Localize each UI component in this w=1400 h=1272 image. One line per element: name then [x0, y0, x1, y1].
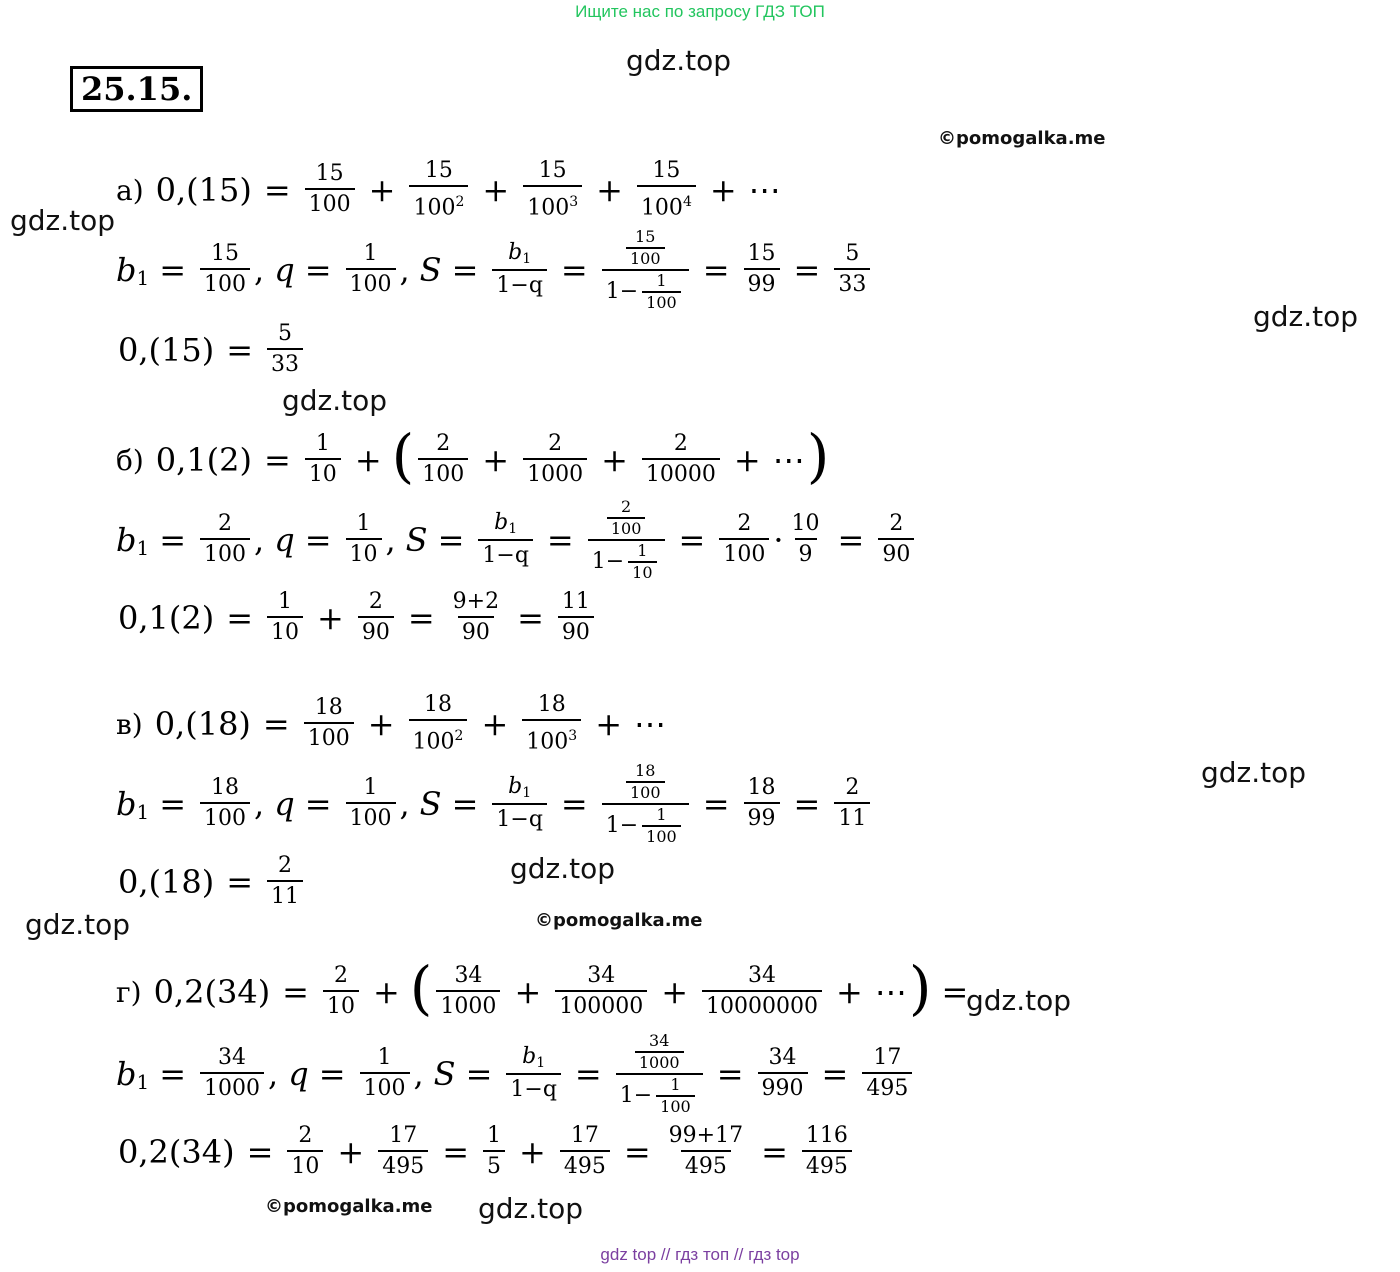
part-a-answer: 0,(15) = $\frac{5}{33}$: [116, 310, 307, 390]
problem-number: 25.15.: [70, 66, 203, 112]
fraction: $\frac{18}{99}$: [744, 774, 780, 834]
fraction: $\frac{2}{100}$: [719, 510, 769, 570]
fraction: $\frac{18}{100^2}$: [409, 691, 468, 757]
plus-sign: +: [482, 171, 510, 209]
plus-sign: +: [709, 171, 737, 209]
watermark: gdz.top: [478, 1192, 584, 1225]
fraction: $\frac{5}{33}$: [834, 240, 870, 300]
fraction: $\frac{b1}{1-q}$: [478, 509, 533, 571]
watermark: gdz.top: [1253, 300, 1359, 333]
fraction: $\frac{18}{100^3}$: [522, 691, 581, 757]
fraction: $\frac{116}{495}$: [802, 1122, 852, 1182]
fraction: $\frac{2}{1000}$: [523, 430, 587, 490]
fraction: $\frac{1}{5}$: [483, 1122, 505, 1182]
fraction: $\frac{2}{10000}$: [642, 430, 720, 490]
fraction: $\frac{18}{100}$: [200, 774, 250, 834]
fraction: $\frac{17}{495}$: [378, 1122, 428, 1182]
fraction: $\frac{1}{100}$: [346, 774, 396, 834]
fraction: $\frac{15}{100^3}$: [523, 157, 582, 223]
part-c-solution: b 1 = $\frac{18}{100}$ , q = $\frac{1}{100}$ , S = $\frac{b1}{1-q}$ = $\frac{18}{100}$ 1− $\frac{1}{100}$ = $\frac{18}{99}$ = $\frac{2}{11}$: [116, 764, 874, 844]
part-d-solution: b 1 = $\frac{34}{1000}$ , q = $\frac{1}{100}$ , S = $\frac{b1}{1-q}$ = $\frac{34}{1000}$ 1− $\frac{1}{100}$ = $\frac{34}{990}$ = $\frac{17}{495}$: [116, 1034, 916, 1114]
fraction: $\frac{15}{100^2}$: [409, 157, 468, 223]
part-c-series: в) 0,(18) = $\frac{18}{100}$ + $\frac{18}{100^2}$ + $\frac{18}{100^3}$ + ⋯: [116, 684, 668, 764]
watermark: gdz.top: [626, 44, 732, 77]
part-a-series: [116, 150, 783, 230]
fraction: $\frac{5}{33}$: [267, 320, 303, 380]
fraction: $\frac{b1}{1-q}$: [506, 1043, 561, 1105]
fraction: $\frac{b1}{1-q}$: [492, 773, 547, 835]
fraction: $\frac{1}{10}$: [346, 510, 382, 570]
plus-sign: +: [368, 171, 396, 209]
part-label: а): [116, 173, 144, 207]
part-b-solution: b 1 = $\frac{2}{100}$ , q = $\frac{1}{10}$ , S = $\frac{b1}{1-q}$ = $\frac{2}{100}$ 1− $\frac{1}{10}$ = $\frac{2}{100}$ · $\frac{10}{9}$ = $\frac{2}{90}$: [116, 500, 918, 580]
fraction: $\frac{2}{90}$: [358, 588, 394, 648]
watermark: gdz.top: [510, 852, 616, 885]
fraction: $\frac{1}{100}$: [346, 240, 396, 300]
fraction: $\frac{18}{100}$: [304, 694, 354, 754]
part-d-series: г) 0,2(34) = $\frac{2}{10}$ + ( $\frac{34}{1000}$ + $\frac{34}{100000}$ + $\frac{34}{10000000}$ + ⋯ ) =: [116, 954, 969, 1022]
complex-fraction: $\frac{34}{1000}$ 1− $\frac{1}{100}$: [616, 1031, 703, 1117]
fraction: $\frac{2}{11}$: [267, 852, 303, 912]
fraction: $\frac{34}{100000}$: [555, 962, 647, 1022]
fraction: $\frac{2}{90}$: [878, 510, 914, 570]
fraction: $\frac{2}{10}$: [287, 1122, 323, 1182]
copyright-watermark: ©pomogalka.me: [535, 910, 703, 931]
copyright-watermark: ©pomogalka.me: [265, 1196, 433, 1217]
watermark: gdz.top: [282, 384, 388, 417]
fraction: $\frac{1}{10}$: [267, 588, 303, 648]
decimal: 0,(15): [155, 171, 252, 209]
fraction: $\frac{99+17}{495}$: [665, 1122, 747, 1182]
fraction: $\frac{2}{100}$: [418, 430, 468, 490]
fraction: $\frac{2}{10}$: [323, 962, 359, 1022]
complex-fraction: $\frac{15}{100}$ 1− $\frac{1}{100}$: [602, 227, 689, 313]
fraction: $\frac{1}{100}$: [360, 1044, 410, 1104]
fraction: $\frac{15}{99}$: [744, 240, 780, 300]
fraction: $\frac{2}{11}$: [834, 774, 870, 834]
fraction: $\frac{1}{10}$: [305, 430, 341, 490]
part-c-answer: 0,(18) = $\frac{2}{11}$: [116, 842, 307, 922]
watermark: gdz.top: [966, 984, 1072, 1017]
fraction: $\frac{b1}{1-q}$: [492, 239, 547, 301]
fraction: $\frac{17}{495}$: [560, 1122, 610, 1182]
fraction: $\frac{2}{100}$: [200, 510, 250, 570]
fraction: $\frac{34}{990}$: [758, 1044, 808, 1104]
plus-sign: +: [596, 171, 623, 209]
copyright-watermark: ©pomogalka.me: [938, 128, 1106, 149]
watermark: gdz.top: [1201, 756, 1307, 789]
fraction: $\frac{9+2}{90}$: [449, 588, 503, 648]
fraction: $\frac{17}{495}$: [862, 1044, 912, 1104]
part-d-answer: 0,2(34) = $\frac{2}{10}$ + $\frac{17}{495}$ = $\frac{1}{5}$ + $\frac{17}{495}$ = $\frac{99+17}{495}$ = $\frac{116}{495}$: [116, 1112, 856, 1192]
part-b-answer: 0,1(2) = $\frac{1}{10}$ + $\frac{2}{90}$ = $\frac{9+2}{90}$ = $\frac{11}{90}$: [116, 578, 598, 658]
equals-sign: =: [263, 171, 291, 209]
fraction: $\frac{15}{100}$: [305, 160, 355, 220]
fraction: $\frac{34}{10000000}$: [702, 962, 822, 1022]
part-b-series: б) 0,1(2) = $\frac{1}{10}$ + ( $\frac{2}{100}$ + $\frac{2}{1000}$ + $\frac{2}{10000}$ + ⋯ ): [116, 422, 830, 490]
fraction: $\frac{11}{90}$: [558, 588, 594, 648]
fraction: $\frac{15}{100}$: [200, 240, 250, 300]
watermark: gdz.top: [25, 908, 131, 941]
complex-fraction: $\frac{2}{100}$ 1− $\frac{1}{10}$: [588, 497, 665, 583]
ellipsis: ⋯: [748, 171, 781, 209]
footer-links[interactable]: gdz top // гдз топ // гдз top: [600, 1245, 800, 1264]
fraction: $\frac{34}{1000}$: [200, 1044, 264, 1104]
watermark: gdz.top: [10, 204, 116, 237]
fraction: $\frac{34}{1000}$: [436, 962, 500, 1022]
fraction: $\frac{10}{9}$: [788, 510, 824, 570]
complex-fraction: $\frac{18}{100}$ 1− $\frac{1}{100}$: [602, 761, 689, 847]
fraction: $\frac{15}{100^4}$: [637, 157, 696, 223]
search-banner: Ищите нас по запросу ГДЗ ТОП: [575, 2, 825, 21]
part-a-solution: b 1 = $\frac{15}{100}$ , q = $\frac{1}{100}$ , S = $\frac{b1}{1-q}$ = $\frac{15}{100}$ 1− $\frac{1}{100}$ = $\frac{15}{99}$ = $\frac{5}{33}$: [116, 230, 874, 310]
